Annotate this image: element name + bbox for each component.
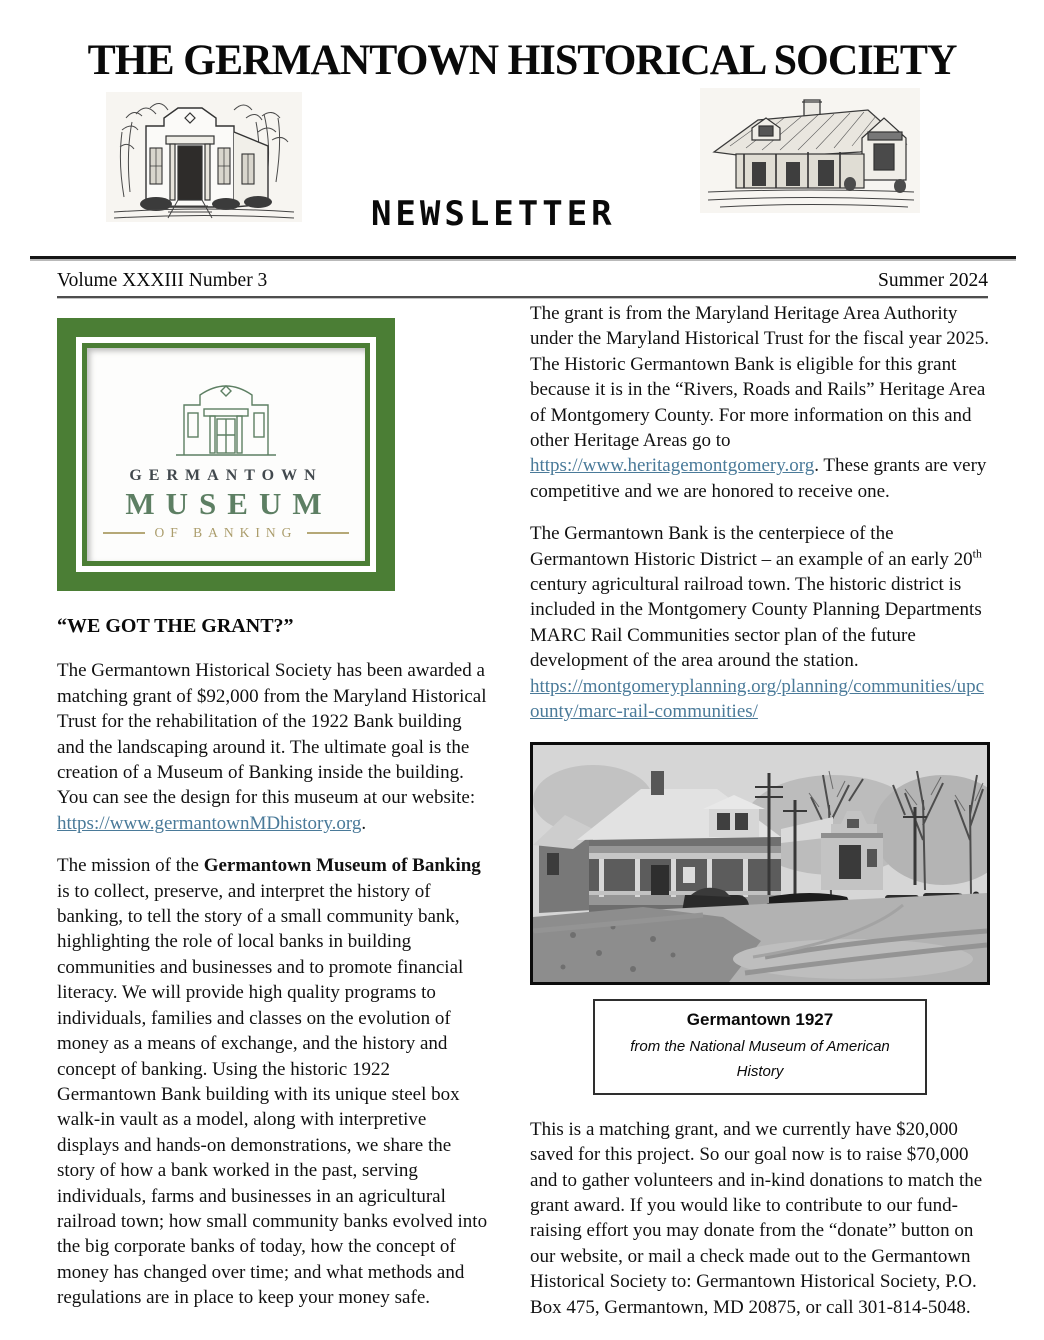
museum-name-bold: Germantown Museum of Banking [203,855,481,877]
newsletter-label: NEWSLETTER [370,194,616,234]
heritage-montgomery-link[interactable]: https://www.heritagemontgomery.org [530,455,815,477]
photo-caption-title: Germantown 1927 [686,1009,834,1029]
right-column [530,301,990,1337]
right-paragraph-1: The grant is from the Maryland Heritage Area Authority under the Maryland Historical Trust for the fiscal year 2025. The Historic Germantown Bank is eligible for this grant because it is in the “Rivers, Roads and Rails” Heritage Area of Montgomery County. For more information on this and other Heritage Areas go to https://www.heritagemontgomery.org. These grants are very competitive and we are honored to receive one. [530,303,990,502]
issue-info-row [57,270,988,292]
logo-of-banking-text: OF BANKING [154,525,298,541]
museum-of-banking-logo [57,318,395,591]
left-column [57,318,490,1328]
germantown-history-link[interactable]: https://www.germantownMDhistory.org [57,812,362,834]
issue-divider [57,296,988,298]
logo-museum-text: MUSEUM [125,485,333,521]
page-title: THE GERMANTOWN HISTORICAL SOCIETY [87,37,957,84]
right-paragraph-2: The Germantown Bank is the centerpiece of the Germantown Historic District – an example of an early 20th century agricultural railroad town. The historic district is included in the Montgomery County Planning Departments MARC Rail Communities sector plan of the future development of the area around the station. https://montgomeryplanning.org/planning/communities/upcounty/marc-rail-communities/ [530,523,985,723]
left-paragraph-2: The mission of the Germantown Museum of Banking is to collect, preserve, and interpret the history of banking, to tell the story of a small community bank, highlighting the role of local banks in building communities and businesses and to promote financial literacy. We will provide high quality programs to individuals, families and classes on the evolution of money as a means of exchange, and the history and concept of banking. Using the historic 1922 Germantown Bank building with its unique steel box walk-in vault as a model, along with interpretive displays and hands-on demonstrations, we share the story of how a bank worked in the past, serving individuals, farms and businesses in an agricultural railroad town; how small community banks evolved into the big corporate banks of today, how the concept of money has changed over time; and what methods and regulations are in place to keep your money safe. [57,855,488,1309]
logo-germantown-text: GERMANTOWN [129,467,323,485]
right-paragraph-3: This is a matching grant, and we currently have $20,000 saved for this project. So our goal now is to raise $70,000 and to gather volunteers and in-kind donations to match the grant award. If you would like to contribute to our fund-raising effort you may donate from the “donate” button on our website, or mail a check made out to the Germantown Historical Society to: Germantown Historical Society, P.O. Box 475, Germantown, MD 20875, or call 301-814-5048. [530,1118,983,1318]
ordinal-superscript: th [972,547,982,561]
bank-facade-icon [146,363,306,459]
germantown-1927-photo [530,742,990,985]
logo-right-dash [307,532,349,534]
masthead-divider [30,256,1016,259]
photo-caption-credit: from the National Museum of American History [630,1037,890,1081]
logo-left-dash [103,532,145,534]
volume-number: Volume XXXIII Number 3 [57,270,268,291]
left-paragraph-1: The Germantown Historical Society has been awarded a matching grant of $92,000 from the Maryland Historical Trust for the rehabilitation of the 1922 Bank building and the landscaping around it. The ultimate goal is the creation of a Museum of Banking inside the building. You can see the design for this museum at our website: https://www.germantownMDhistory.org. [57,660,487,834]
logo-of-banking-row [103,520,350,545]
issue-date: Summer 2024 [878,270,988,291]
article-heading: “WE GOT THE GRANT?” [57,615,294,637]
montgomery-planning-link[interactable]: https://montgomeryplanning.org/planning/communities/upcounty/marc-rail-communities/ [530,675,985,723]
photo-caption-box [593,999,927,1095]
